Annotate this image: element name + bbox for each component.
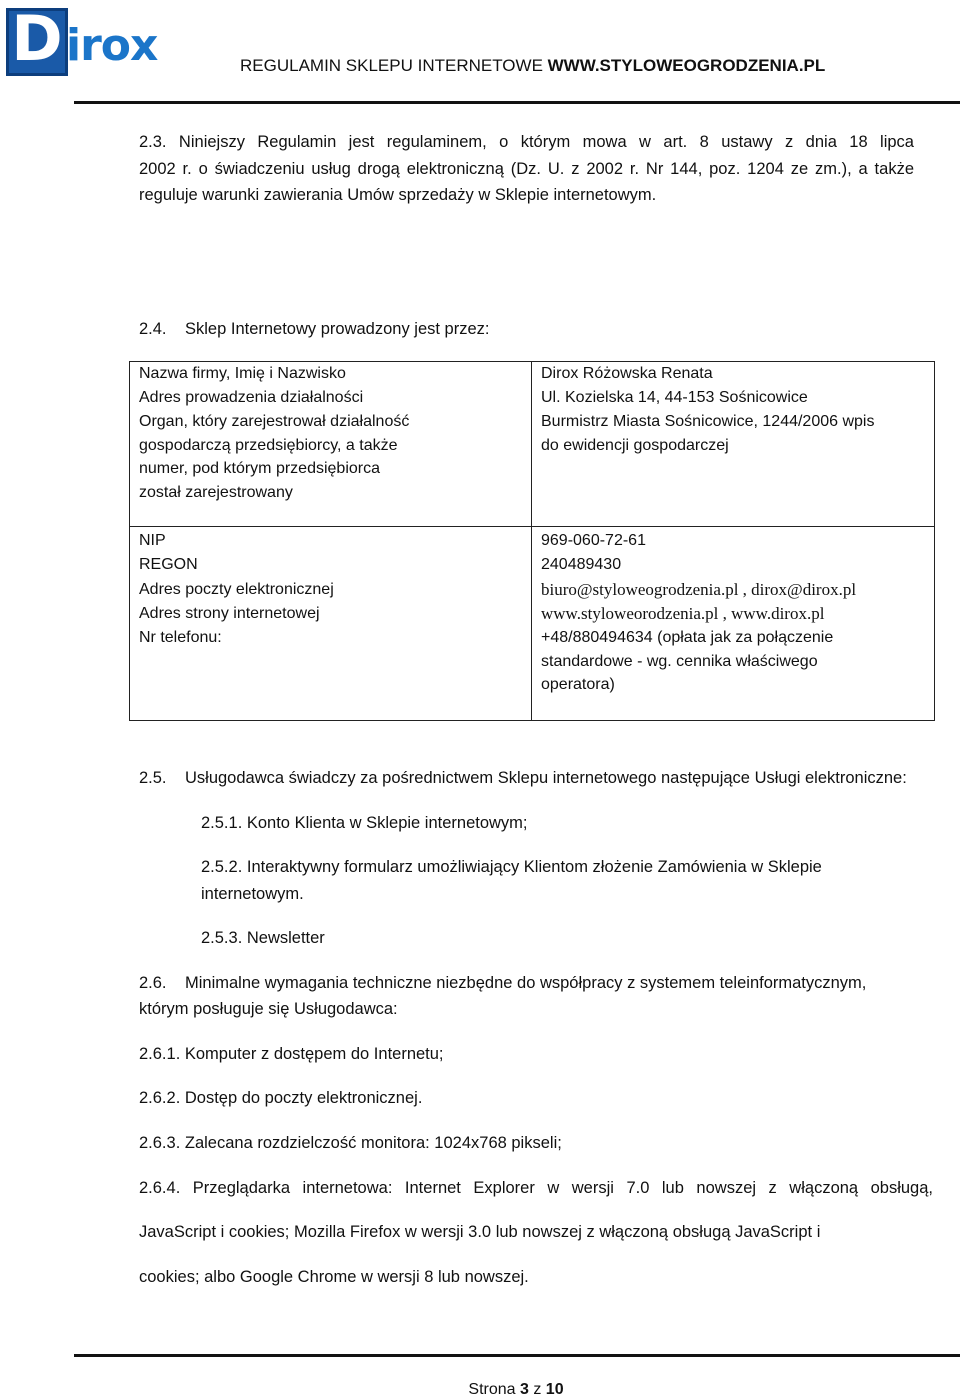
table-label-registration-authority xyxy=(139,410,409,504)
table-label-registration-line-4: został zarejestrowany xyxy=(139,483,293,501)
table-row-divider xyxy=(129,526,935,527)
footer-divider xyxy=(74,1354,960,1357)
table-value-phone-line-3: operatora) xyxy=(541,676,615,693)
table-label-registration-line-1: Organ, który zarejestrował działalność xyxy=(139,413,410,430)
section-2-5-number: 2.5. xyxy=(139,769,167,787)
section-2-6-3: 2.6.3. Zalecana rozdzielczość monitora: 1024x768 pikseli; xyxy=(139,1134,562,1152)
section-2-5-text: Usługodawca świadczy za pośrednictwem Sklepu internetowego następujące Usługi elektroniczne: xyxy=(185,769,907,787)
section-2-5-2: 2.5.2. Interaktywny formularz umożliwiający Klientom złożenie Zamówienia w Sklepie xyxy=(201,858,822,876)
section-2-4-number: 2.4. xyxy=(139,320,167,338)
table-value-registration-line-1: Burmistrz Miasta Sośnicowice, 1244/2006 wpis xyxy=(541,413,875,430)
header-title-site: WWW.STYLOWEOGRODZENIA.PL xyxy=(547,56,826,75)
table-value-phone-line-1: +48/880494634 (opłata jak za połączenie xyxy=(541,629,834,646)
page-number xyxy=(0,1380,960,1400)
table-column-divider xyxy=(531,361,532,721)
page-number-total: 10 xyxy=(545,1381,564,1398)
section-2-6-2: 2.6.2. Dostęp do poczty elektronicznej. xyxy=(139,1089,423,1107)
table-value-phone xyxy=(541,626,833,697)
table-label-business-address: Adres prowadzenia działalności xyxy=(139,389,364,406)
page-number-separator: z xyxy=(528,1381,546,1398)
table-label-registration-line-2: gospodarczą przedsiębiorcy, a także xyxy=(139,436,398,454)
table-value-website[interactable]: www.styloweorodzenia.pl , www.dirox.pl xyxy=(541,604,825,623)
table-label-company-name: Nazwa firmy, Imię i Nazwisko xyxy=(139,365,346,382)
table-value-company-name: Dirox Różowska Renata xyxy=(541,365,713,382)
header-divider xyxy=(74,101,960,104)
table-label-regon: REGON xyxy=(139,556,198,573)
section-2-6-1: 2.6.1. Komputer z dostępem do Internetu; xyxy=(139,1045,444,1063)
table-value-nip: 969-060-72-61 xyxy=(541,532,646,549)
section-2-3 xyxy=(139,129,914,209)
section-2-5 xyxy=(139,765,907,792)
section-2-6-line-1: Minimalne wymagania techniczne niezbędne do współpracy z systemem teleinformatycznym, xyxy=(185,974,867,992)
section-2-4-text: Sklep Internetowy prowadzony jest przez: xyxy=(185,320,490,338)
table-value-registration-line-2: do ewidencji gospodarczej xyxy=(541,436,729,454)
table-value-email[interactable]: biuro@styloweogrodzenia.pl , dirox@dirox.pl xyxy=(541,580,857,599)
table-value-phone-line-2: standardowe - wg. cennika właściwego xyxy=(541,652,818,670)
section-2-3-line-2: 2002 r. o świadczeniu usług drogą elektroniczną (Dz. U. z 2002 r. Nr 144, poz. 1204 ze zm.), a także xyxy=(139,159,914,178)
section-2-6-number: 2.6. xyxy=(139,974,167,992)
section-2-6-line-2: którym posługuje się Usługodawca: xyxy=(139,1000,398,1018)
section-2-6-4-cont-2: cookies; albo Google Chrome w wersji 8 lub nowszej. xyxy=(139,1268,529,1286)
section-2-5-2-cont: internetowym. xyxy=(201,885,304,903)
table-value-business-address: Ul. Kozielska 14, 44-153 Sośnicowice xyxy=(541,389,808,406)
header-title-prefix: REGULAMIN SKLEPU INTERNETOWE xyxy=(240,56,548,75)
table-label-registration-line-3: numer, pod którym przedsiębiorca xyxy=(139,460,380,477)
header-title xyxy=(240,56,825,76)
page-number-prefix: Strona xyxy=(468,1381,520,1398)
section-2-5-3: 2.5.3. Newsletter xyxy=(201,929,325,947)
section-2-3-line-3: reguluje warunki zawierania Umów sprzedaży w Sklepie internetowym. xyxy=(139,186,657,204)
logo-wordmark: irox xyxy=(66,20,158,71)
table-value-regon: 240489430 xyxy=(541,556,622,573)
section-2-6-4: 2.6.4. Przeglądarka internetowa: Internet Explorer w wersji 7.0 lub nowszej z włączoną obsługą, xyxy=(139,1179,933,1197)
section-2-5-1: 2.5.1. Konto Klienta w Sklepie internetowym; xyxy=(201,814,528,832)
table-label-website: Adres strony internetowej xyxy=(139,605,320,622)
table-label-phone: Nr telefonu: xyxy=(139,629,222,646)
section-2-6 xyxy=(139,970,866,997)
section-2-3-line-1: 2.3. Niniejszy Regulamin jest regulaminem, o którym mowa w art. 8 ustawy z dnia 18 lipca xyxy=(139,133,914,151)
table-label-email: Adres poczty elektronicznej xyxy=(139,581,334,598)
logo-letter: D xyxy=(11,2,63,75)
table-label-nip: NIP xyxy=(139,532,166,549)
section-2-6-4-cont-1: JavaScript i cookies; Mozilla Firefox w wersji 3.0 lub nowszej z włączoną obsługą JavaScript i xyxy=(139,1223,821,1241)
table-value-registration-authority xyxy=(541,410,874,457)
page-number-current: 3 xyxy=(520,1381,529,1398)
section-2-4 xyxy=(139,316,490,343)
